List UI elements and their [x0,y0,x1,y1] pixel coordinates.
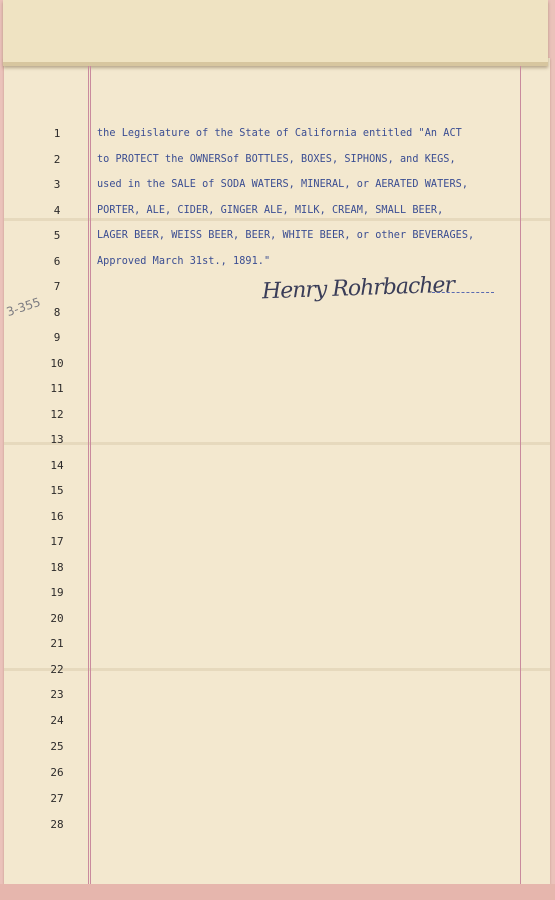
signature-underline [432,292,494,293]
line-number: 19 [50,586,64,599]
body-line: the Legislature of the State of California entitled "An ACT [97,128,462,139]
line-number: 27 [50,792,64,805]
line-number: 23 [50,688,64,701]
bottom-backing-edge [0,884,555,900]
folded-top-flap [3,0,548,66]
line-number: 26 [50,766,64,779]
body-line: used in the SALE of SODA WATERS, MINERAL, or AERATED WATERS, [97,179,469,190]
line-number: 24 [50,714,64,727]
body-line: LAGER BEER, WEISS BEER, BEER, WHITE BEER, or other BEVERAGES, [97,230,475,241]
line-number: 12 [50,408,64,421]
flap-edge [3,62,548,66]
paper-fold [4,218,550,221]
line-number: 25 [50,740,64,753]
line-number: 13 [50,433,64,446]
line-number: 3 [53,178,61,191]
line-number: 1 [53,127,61,140]
line-number: 2 [53,153,61,166]
line-number: 28 [50,818,64,831]
left-margin-rule-double [90,66,91,884]
body-line: to PROTECT the OWNERSof BOTTLES, BOXES, SIPHONS, and KEGS, [97,154,456,165]
line-number: 7 [53,280,61,293]
left-margin-rule [88,66,89,884]
line-number: 21 [50,637,64,650]
line-number: 5 [53,229,61,242]
line-number: 22 [50,663,64,676]
line-number: 4 [53,204,61,217]
line-number: 20 [50,612,64,625]
line-number: 15 [50,484,64,497]
body-line: Approved March 31st., 1891." [97,256,271,267]
paper-fold [4,442,550,445]
line-number: 18 [50,561,64,574]
right-margin-rule [520,66,521,884]
line-number: 11 [50,382,64,395]
pencil-annotation: 3-355 [4,294,43,320]
paper-fold [4,668,550,671]
body-line: PORTER, ALE, CIDER, GINGER ALE, MILK, CREAM, SMALL BEER, [97,205,444,216]
line-number: 17 [50,535,64,548]
line-number: 9 [53,331,61,344]
line-number: 14 [50,459,64,472]
line-number: 6 [53,255,61,268]
line-number: 16 [50,510,64,523]
line-number: 8 [53,306,61,319]
line-number: 10 [50,357,64,370]
handwritten-signature: Henry Rohrbacher [261,272,455,305]
